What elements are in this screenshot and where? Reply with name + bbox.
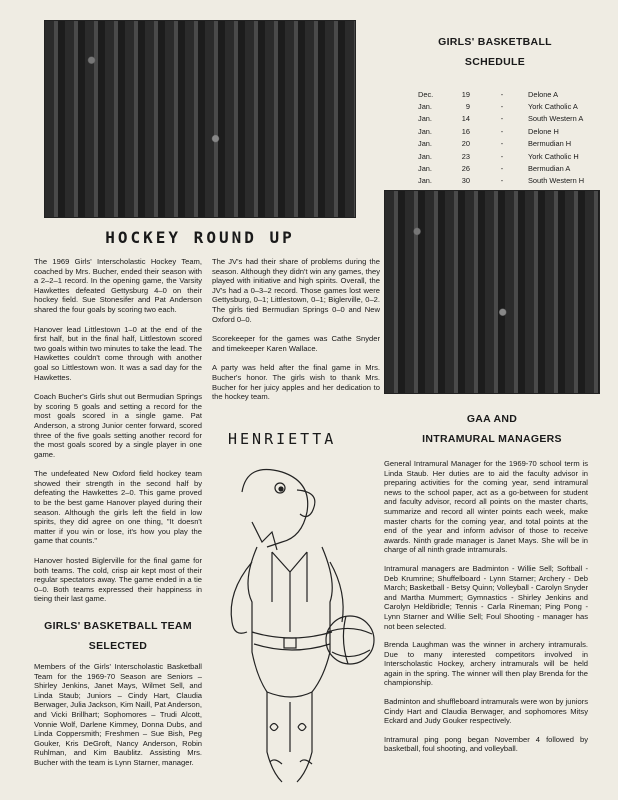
schedule-month: Jan. — [418, 151, 432, 161]
schedule-dash: - — [500, 114, 504, 124]
henrietta-bird-drawing — [212, 452, 382, 792]
gaa-article — [384, 459, 588, 754]
hockey-paragraph: A party was held after the final game in Mrs. Bucher's honor. The girls wish to thank Mrs. Bucher for her juicy apples and her dedication to the hockey team. — [212, 363, 380, 402]
schedule-month: Dec. — [418, 89, 434, 99]
schedule-day: 14 — [461, 114, 470, 124]
schedule-dash: - — [500, 164, 504, 174]
schedule-dash: - — [500, 102, 504, 112]
schedule-opponent: Bermudian H — [528, 139, 572, 149]
schedule-opponent: South Western H — [528, 176, 585, 186]
hockey-article-col1 — [34, 257, 202, 604]
schedule-row — [418, 175, 584, 187]
basketball-team-heading-1: GIRLS' BASKETBALL TEAM — [44, 620, 192, 632]
schedule-dash: - — [500, 126, 504, 136]
schedule-heading-2: SCHEDULE — [464, 56, 526, 68]
schedule-row — [418, 150, 584, 162]
schedule-day: 16 — [461, 126, 470, 136]
schedule-dash: - — [500, 176, 504, 186]
schedule-dash: - — [500, 139, 504, 149]
hockey-paragraph: Scorekeeper for the games was Cathe Snyder and timekeeper Karen Wallace. — [212, 334, 380, 353]
hockey-paragraph: The JV's had their share of problems during the season. Although they didn't win any games, they played with initiative and high spirits. Overall, the JV's had a 0–3–2 record. Those games lost were Gettysburg, 0–1; Littlestown, 0–1; Biglerville, 0–2. The girls tied Bermudian Springs 0–0 and New Oxford 0–0. — [212, 257, 380, 324]
gaa-paragraph: Intramural managers are Badminton - Willie Sell; Softball - Deb Krumrine; Shuffelboard - Lynn Starner; Archery - Deb March; Basketball - Betsy Quinn; Volleyball - Carolyn Snyder and Martha Mummert; Gymnastics - Shirley Jenkins and Carolyn Heldibridle; Tennis - Carla Rineman; Ping Pong - Lynn Starner and Willie Sell; Foul Shooting - manager has not been selected. — [384, 563, 588, 631]
schedule-day: 20 — [461, 139, 470, 149]
hockey-article-col2 — [212, 257, 380, 402]
schedule-dash: - — [500, 151, 504, 161]
schedule-day: 19 — [461, 89, 470, 99]
schedule-month: Jan. — [418, 102, 432, 112]
schedule-row — [418, 88, 584, 100]
gaa-paragraph: General Intramural Manager for the 1969-70 school term is Linda Staub. Her duties are to aid the faculty advisor in preparing activities for the coming year, send intramural news to the school paper, act as a go-between for student and faculty advisor, record all points on the master charts, summarize and record all winter points each week, make master charts for the coming year, and total points at the end of the year and inform advisor of those to receive awards. Ninth grade manager is Janet Mays. She will be in charge of all ninth grade intramurals. — [384, 459, 588, 555]
basketball-team-paragraph: Members of the Girls' Interscholastic Basketball Team for the 1969-70 Season are Seniors – Shirley Jenkins, Janet Mays, Wilmet Sell, and Linda Staub; Juniors – Cindy Hart, Claudia Berwager, Julia Jackson, Kim Naill, Pat Anderson, and Vicki Brillhart; Sophomores – Trudi Alcott, Vonnie Wolf, Darlene Kimmey, Donna Dubs, and Linda Coppersmith; Freshmen – Sue Bish, Peg Gouker, Kris DeGroft, Nancy Anderson, Robin Ruhlman, and Kim Baublitz. Assisting Mrs. Bucher with the team is Lynn Starner, manager. — [34, 662, 202, 767]
gaa-paragraph: Brenda Laughman was the winner in archery intramurals. Due to many interested competitors involved in Interscholastic Hockey, archery intramurals will be held again in the spring. The winner will then play Brenda for the championship. — [384, 640, 588, 688]
schedule-row — [418, 100, 584, 112]
schedule-opponent: South Western A — [528, 114, 584, 124]
basketball-team-photo — [384, 190, 600, 394]
gaa-paragraph: Badminton and shuffleboard intramurals were won by juniors Cindy Hart and Claudia Berwager, and sophomores Mitsy Eckard and Judy Gouker respectively. — [384, 697, 588, 726]
schedule-opponent: Bermudian A — [528, 164, 571, 174]
hockey-paragraph: Coach Bucher's Girls shut out Bermudian Springs by scoring 5 goals and setting a record for the most goals scored in a single game. Pat Anderson, a strong Junior center forward, scored three of the five goals setting another record for the most goals scored by a single player in one game. — [34, 392, 202, 459]
schedule-day: 26 — [461, 164, 470, 174]
schedule-day: 30 — [461, 176, 470, 186]
hockey-paragraph: The undefeated New Oxford field hockey team showed their strength in the second half by defeating the Hawkettes 2–0. This game proved to be the best game Hanover played during their season. Although the girls left the field in low spirits, they did agree on one thing, "It doesn't matter if you win or lose, it's how you play the game that counts." — [34, 469, 202, 546]
gaa-heading-1: GAA AND — [466, 413, 518, 425]
schedule-opponent: Delone H — [528, 126, 559, 136]
gaa-heading-2: INTRAMURAL MANAGERS — [422, 433, 562, 445]
schedule-day: 23 — [461, 151, 470, 161]
henrietta-label: HENRIETTA — [228, 430, 337, 448]
schedule-month: Jan. — [418, 176, 432, 186]
schedule-day: 9 — [465, 102, 470, 112]
gaa-paragraph: Intramural ping pong began November 4 followed by basketball, foul shooting, and volleyball. — [384, 734, 588, 754]
schedule-row — [418, 162, 584, 174]
schedule-row — [418, 125, 584, 137]
hockey-paragraph: Hanover lead Littlestown 1–0 at the end of the first half, but in the final half, Littlestown scored two goals within two minutes to take the lead. The Hawkettes couldn't come through with another goal so Littlestown won. It was a sad day for the Hawkettes. — [34, 324, 202, 382]
hockey-team-photo — [44, 20, 356, 218]
schedule-opponent: York Catholic H — [528, 151, 579, 161]
schedule-opponent: Delone A — [528, 89, 558, 99]
hockey-title: HOCKEY ROUND UP — [105, 228, 295, 247]
schedule-table — [418, 88, 584, 187]
schedule-month: Jan. — [418, 114, 432, 124]
hockey-paragraph: The 1969 Girls' Interscholastic Hockey Team, coached by Mrs. Bucher, ended their season with a 2–2–1 record. In the opening game, the Varsity Hawkettes defeated Gettysburg 4–0 on their hockey field. Sue Stonesifer and Pat Anderson shared the four goals by scoring two each. — [34, 257, 202, 314]
schedule-heading-1: GIRLS' BASKETBALL — [438, 36, 552, 48]
schedule-month: Jan. — [418, 164, 432, 174]
schedule-dash: - — [500, 89, 504, 99]
hockey-paragraph: Hanover hosted Biglerville for the final game for both teams. The cold, crisp air kept most of their regular spectators away. The game ended in a tie 0–0. Both teams expressed their happiness in tieing their last game. — [34, 556, 202, 604]
schedule-row — [418, 138, 584, 150]
schedule-opponent: York Catholic A — [528, 102, 578, 112]
basketball-team-heading-2: SELECTED — [88, 640, 148, 652]
schedule-month: Jan. — [418, 126, 432, 136]
schedule-row — [418, 113, 584, 125]
schedule-month: Jan. — [418, 139, 432, 149]
